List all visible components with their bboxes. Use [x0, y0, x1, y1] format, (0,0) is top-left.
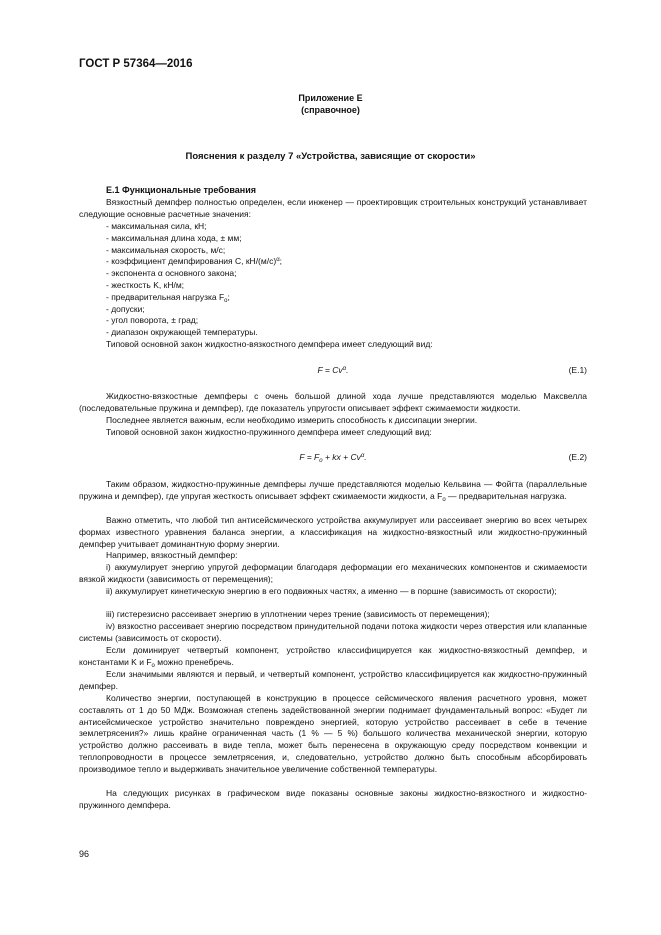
document-header: ГОСТ Р 57364—2016 [79, 58, 193, 70]
paragraph-3: Жидкостно-вязкостные демпферы с очень большой длиной хода лучше представляются моделью Максвелла (последовательные пружина и демпфер), где показатель упругости описывает эффект сжимаемости жидкости. [79, 391, 587, 413]
equation-number: (Е.1) [568, 365, 587, 375]
paragraph-1: Вязкостный демпфер полностью определен, если инженер — проектировщик строительных конструкций устанавливает следующие основные расчетные значения: [79, 197, 587, 219]
annex-title: Приложение Е [298, 93, 363, 103]
paragraph-14: Если значимыми являются и первый, и четвертый компонент, устройство классифицируется как жидкостно-пружинный демпфер. [79, 669, 587, 691]
paragraph-7: Важно отметить, что любой тип антисейсмического устройства аккумулирует или рассеивает энергию во всех четырех формах известного уравнения баланса энергии, а классификация на жидкостно-вязкостный или жидкостно-пружинный демпфер учитывает доминантную форму энергии. [79, 515, 587, 549]
list-item: - жесткость K, кН/м; [106, 279, 185, 290]
list-item: - экспонента α основного закона; [106, 268, 237, 279]
paragraph-6: Таким образом, жидкостно-пружинные демпферы лучше представляются моделью Кельвина — Фойгта (параллельные пружина и демпфер), где упругая жесткость описывает эффект сжимаемости жидкости, а $F_o$ — предварительная нагрузка. [79, 479, 587, 503]
list-item: - допуски; [106, 303, 145, 314]
list-item: - угол поворота, ± град; [106, 315, 199, 326]
list-item: - максимальная сила, кН; [106, 221, 207, 231]
paragraph-4: Последнее является важным, если необходимо измерить способность к диссипации энергии. [106, 415, 478, 425]
equation-number: (Е.2) [568, 452, 587, 462]
paragraph-13: Если доминирует четвертый компонент, устройство классифицируется как жидкостно-вязкостный демпфер, и константами K и $F_o$ можно пренебречь. [79, 645, 587, 669]
paragraph-10: ii) аккумулирует кинетическую энергию в его подвижных частях, а именно — в поршне (зависимость от скорости); [106, 586, 557, 596]
page-number: 96 [79, 849, 90, 859]
section-heading: Е.1 Функциональные требования [106, 185, 257, 195]
paragraph-2: Типовой основной закон жидкостно-вязкостного демпфера имеет следующий вид: [106, 339, 433, 349]
annex-main-title: Пояснения к разделу 7 «Устройства, зависящие от скорости» [185, 151, 476, 162]
paragraph-12: iv) вязкостно рассеивает энергию посредством принудительной подачи потока жидкости через отверстия или клапанные системы (зависимость от скорости). [79, 621, 587, 643]
annex-note: (справочное) [301, 105, 360, 115]
equation-e1 [79, 365, 587, 377]
equation-e2 [79, 452, 587, 464]
list-item: - максимальная длина хода, ± мм; [106, 232, 242, 243]
paragraph-15: Количество энергии, поступающей в конструкцию в процессе сейсмического явления расчетного уровня, может составлять от 1 до 50 МДж. Возможная степень задействованной энергии поднимает фундаментальный вопрос: «Будет ли антисейсмическое устройство значительно повреждено энергией, которую устройство рассеивает в себе в течение землетрясения?» лишь крайне ограниченная часть (1 % — 5 %) большого количества механической энергии, которую устройство должно рассеивать в виде тепла, может быть перенесена в окружающую среду посредством конвекции и теплопроводности в процессе землетрясения, и, следовательно, устройство должно быть способным абсорбировать производимое тепло и выдерживать значительное увеличение собственной температуры. [79, 693, 587, 774]
equation-formula: $F = Cv^\alpha$. [317, 365, 349, 375]
paragraph-11: iii) гистерезисно рассеивает энергию в уплотнении через трение (зависимость от перемещения); [106, 609, 490, 619]
annex-heading [0, 92, 661, 116]
list-item: - максимальная скорость, м/с; [106, 244, 226, 255]
list-item: - диапазон окружающей температуры. [106, 327, 258, 338]
paragraph-8: Например, вязкостный демпфер: [106, 550, 238, 560]
list-item: - предварительная нагрузка $F_o$; [106, 291, 230, 304]
paragraph-9: i) аккумулирует энергию упругой деформации благодаря деформации его механических компонентов и сжимаемости вязкой жидкости (зависимость от перемещения); [79, 562, 587, 584]
list-item: - коэффициент демпфирования C, $кН/(м/с)^\alpha$; [106, 256, 283, 267]
equation-formula: $F = F_o$ + kx + $Cv^\alpha$. [299, 452, 367, 464]
paragraph-5: Типовой основной закон жидкостно-пружинного демпфера имеет следующий вид: [106, 427, 432, 437]
paragraph-16: На следующих рисунках в графическом виде показаны основные законы жидкостно-вязкостного и жидкостно-пружинного демпфера. [79, 788, 587, 810]
parameter-list [106, 221, 282, 339]
